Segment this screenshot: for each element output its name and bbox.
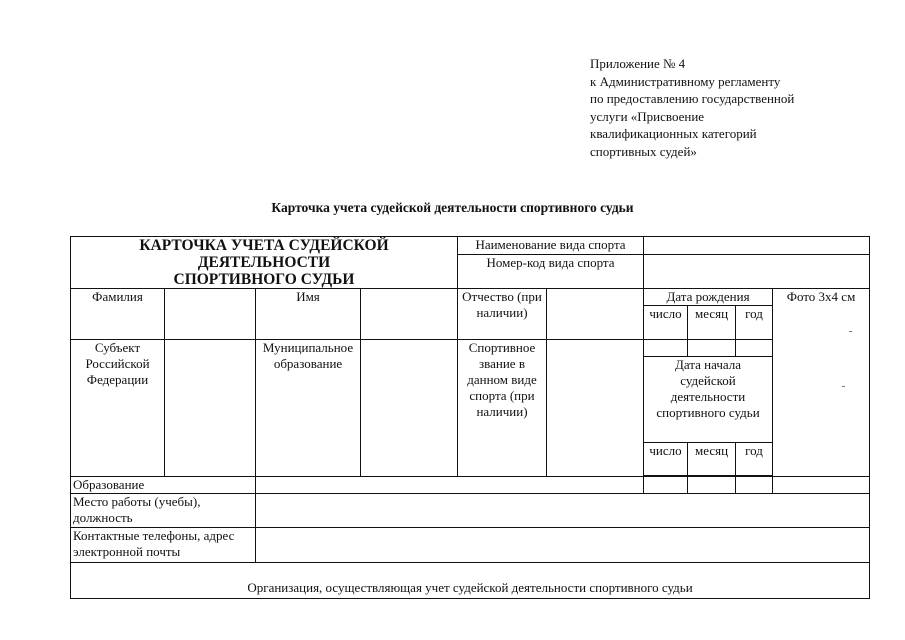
judging-day-label: число	[644, 443, 688, 476]
sport-name-label: Наименование вида спорта	[458, 237, 644, 255]
patronymic-label: Отчество (при наличии)	[458, 289, 547, 340]
birth-day-label: число	[644, 306, 688, 340]
sport-title-field[interactable]	[547, 340, 644, 477]
patronymic-field[interactable]	[547, 289, 644, 340]
appendix-line: по предоставлению государственной	[590, 91, 795, 106]
appendix-line: к Административному регламенту	[590, 73, 781, 89]
name-label: Имя	[256, 289, 361, 340]
appendix-note	[590, 55, 794, 160]
judging-year-field[interactable]	[736, 477, 773, 494]
appendix-line: Приложение № 4	[590, 56, 686, 71]
judging-year-label: год	[736, 443, 773, 476]
judging-day-field[interactable]	[644, 477, 688, 494]
birth-day-field[interactable]	[644, 340, 688, 357]
workplace-label: Место работы (учебы), должность	[71, 494, 256, 528]
card-header-line: СПОРТИВНОГО СУДЬИ	[173, 271, 355, 288]
judge-record-card	[70, 236, 870, 599]
education-label: Образование	[71, 477, 256, 494]
photo-bottom-field	[773, 477, 870, 494]
photo-placeholder: Фото 3х4 см	[773, 289, 870, 477]
card-header	[71, 237, 458, 289]
judging-start-label: Дата начала судейской деятельности спортивного судьи	[644, 357, 773, 443]
sport-code-label: Номер-код вида спорта	[458, 255, 644, 289]
sport-code-field[interactable]	[644, 255, 870, 289]
judging-month-field[interactable]	[688, 477, 736, 494]
education-field[interactable]	[256, 477, 644, 494]
scan-speck	[842, 386, 845, 387]
scan-speck	[849, 331, 852, 332]
card-header-line: КАРТОЧКА УЧЕТА СУДЕЙСКОЙ ДЕЯТЕЛЬНОСТИ	[139, 237, 389, 271]
sport-title-label: Спортивное звание в данном виде спорта (при наличии)	[458, 340, 547, 477]
contacts-label: Контактные телефоны, адрес электронной почты	[71, 528, 256, 563]
birth-year-label: год	[736, 306, 773, 340]
surname-label: Фамилия	[71, 289, 165, 340]
subject-label: Субъект Российской Федерации	[71, 340, 165, 477]
municipality-label: Муниципальное образование	[256, 340, 361, 477]
birth-year-field[interactable]	[736, 340, 773, 357]
birth-date-label: Дата рождения	[644, 289, 773, 306]
subject-field[interactable]	[165, 340, 256, 477]
birth-month-field[interactable]	[688, 340, 736, 357]
appendix-line: спортивных судей»	[590, 143, 697, 159]
contacts-field[interactable]	[256, 528, 870, 563]
surname-field[interactable]	[165, 289, 256, 340]
document-title: Карточка учета судейской деятельности спортивного судьи	[271, 200, 634, 215]
appendix-line: услуги «Присвоение	[590, 108, 705, 124]
municipality-field[interactable]	[361, 340, 458, 477]
workplace-field[interactable]	[256, 494, 870, 528]
birth-month-label: месяц	[688, 306, 736, 340]
appendix-line: квалификационных категорий	[590, 126, 757, 141]
judging-month-label: месяц	[688, 443, 736, 476]
organization-label: Организация, осуществляющая учет судейской деятельности спортивного судьи	[71, 563, 870, 599]
name-field[interactable]	[361, 289, 458, 340]
sport-name-field[interactable]	[644, 237, 870, 255]
